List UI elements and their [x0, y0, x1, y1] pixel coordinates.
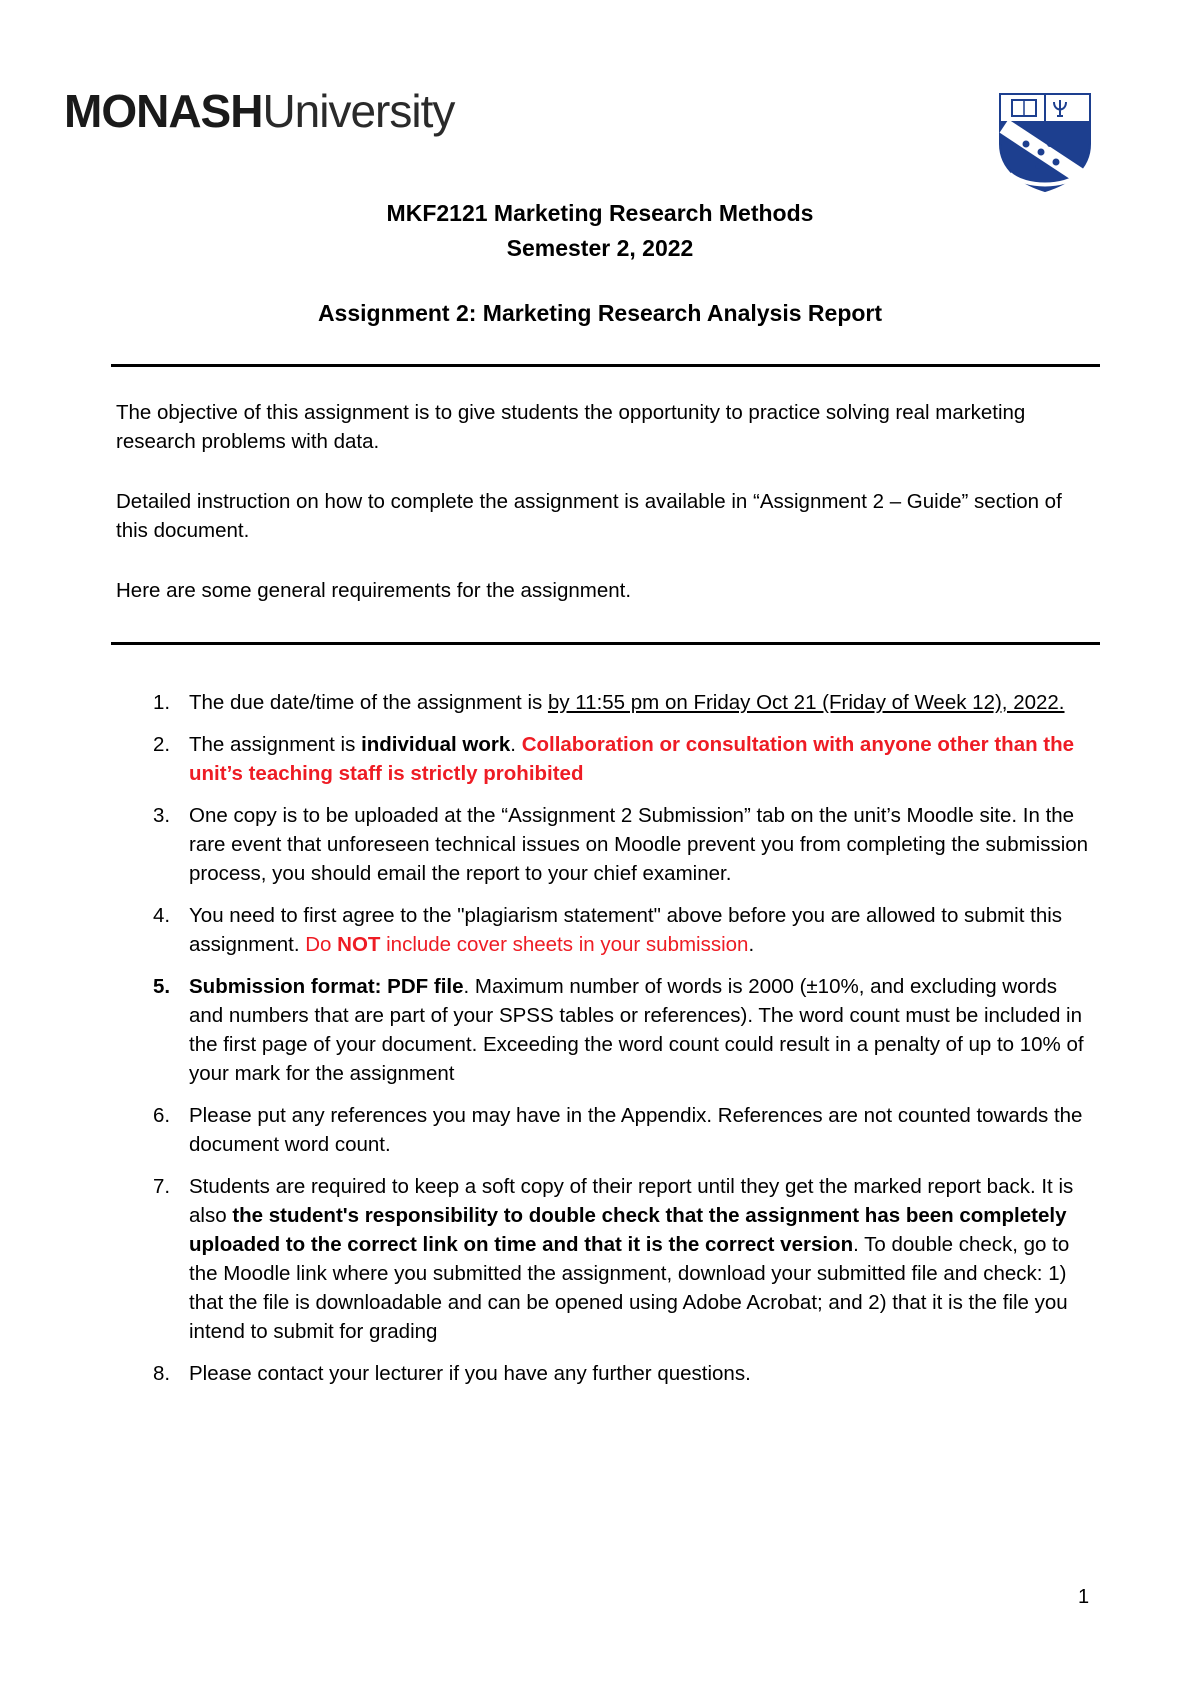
list-item: 3. One copy is to be uploaded at the “Assignment 2 Submission” tab on the unit’s Moodle site. In the rare event that unforeseen technical issues on Moodle prevent you from completing the submission process, you should email the report to your chief examiner. — [153, 801, 1093, 888]
list-item: 6. Please put any references you may have in the Appendix. References are not counted towards the document word count. — [153, 1101, 1093, 1159]
list-item: 2. The assignment is individual work. Collaboration or consultation with anyone other than the unit’s teaching staff is strictly prohibited — [153, 730, 1093, 788]
divider — [111, 642, 1100, 645]
semester-heading: Semester 2, 2022 — [506, 235, 694, 261]
list-number: 7. — [153, 1175, 171, 1198]
list-number: 4. — [153, 904, 171, 927]
collaboration-warning: Collaboration or consultation with anyone other than the unit’s teaching staff is strictly prohibited — [189, 733, 1075, 785]
page-number: 1 — [1078, 1586, 1090, 1608]
list-number: 5. — [153, 975, 171, 998]
list-item: 5. Submission format: PDF file. Maximum number of words is 2000 (±10%, and excluding words and numbers that are part of your SPSS tables or references). The word count must be included in the first page of your document. Exceeding the word count could result in a penalty of up to 10% of your mark for the assignment — [153, 972, 1093, 1088]
requirements-list — [153, 688, 1093, 1401]
list-number: 8. — [153, 1362, 171, 1385]
monash-university-logo: MONASHUniversity — [64, 85, 455, 137]
list-number: 2. — [153, 733, 171, 756]
list-number: 3. — [153, 804, 171, 827]
divider — [111, 364, 1100, 367]
list-item: 1. The due date/time of the assignment is by 11:55 pm on Friday Oct 21 (Friday of Week 12), 2022. — [153, 688, 1093, 717]
list-number: 6. — [153, 1104, 171, 1127]
objective-paragraph: The objective of this assignment is to give students the opportunity to practice solving real marketing research problems with data. — [116, 401, 1026, 453]
list-item: 4. You need to first agree to the "plagiarism statement" above before you are allowed to submit this assignment. Do NOT include cover sheets in your submission. — [153, 901, 1093, 959]
list-number: 1. — [153, 691, 171, 714]
course-title: MKF2121 Marketing Research Methods — [386, 200, 814, 226]
guide-reference-paragraph: Detailed instruction on how to complete the assignment is available in “Assignment 2 – Guide” section of this document. — [116, 490, 1062, 542]
assignment-title: Assignment 2: Marketing Research Analysis Report — [317, 300, 883, 326]
due-date: by 11:55 pm on Friday Oct 21 (Friday of Week 12), 2022. — [547, 691, 1065, 714]
list-item: 7. Students are required to keep a soft copy of their report until they get the marked report back. It is also the student's responsibility to double check that the assignment has been completely uploaded to the correct link on time and that it is the correct version. To double check, go to the Moodle link where you submitted the assignment, download your submitted file and check: 1) that the file is downloadable and can be opened using Adobe Acrobat; and 2) that it is the file you intend to submit for grading — [153, 1172, 1093, 1346]
university-crest-icon — [996, 92, 1094, 192]
general-requirements-intro: Here are some general requirements for the assignment. — [116, 579, 632, 602]
list-item: 8. Please contact your lecturer if you have any further questions. — [153, 1359, 1093, 1388]
